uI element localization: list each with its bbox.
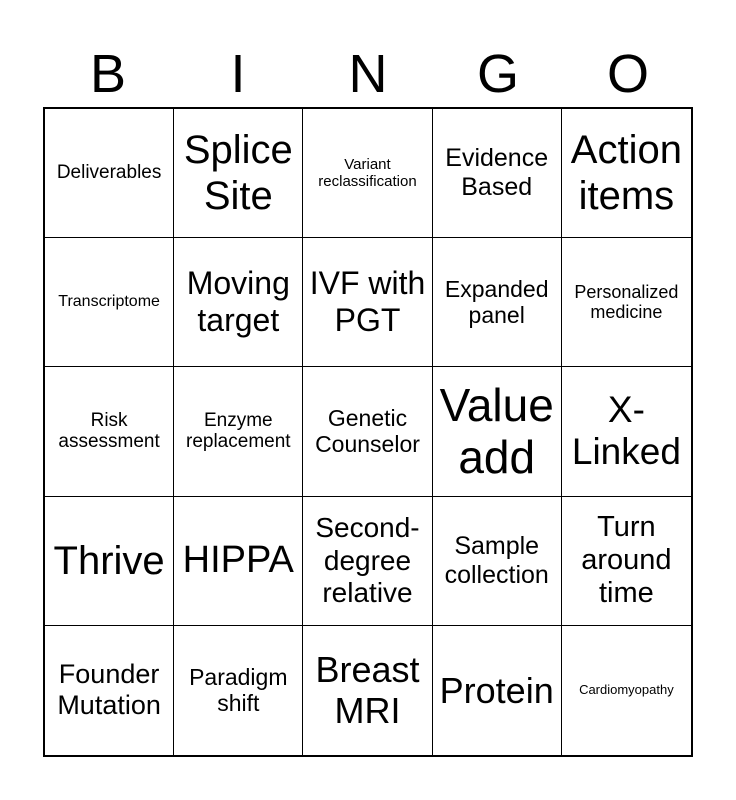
header-letter-n: N: [348, 44, 388, 104]
bingo-cell[interactable]: [303, 367, 432, 496]
bingo-cell-text: Expanded panel: [444, 275, 549, 329]
bingo-cell-text: Thrive: [53, 538, 165, 583]
bingo-cell[interactable]: [174, 238, 303, 367]
bingo-cell-text: Genetic Counselor: [315, 405, 420, 458]
bingo-cell-text: Protein: [439, 669, 554, 711]
bingo-cell[interactable]: [562, 626, 691, 755]
bingo-cell[interactable]: [562, 497, 691, 626]
bingo-cell-text: Splice Site: [183, 128, 293, 219]
bingo-cell[interactable]: [45, 109, 174, 238]
bingo-cell[interactable]: [303, 238, 432, 367]
header-letter-g: G: [476, 44, 519, 104]
bingo-cell-text: Cardiomyopathy: [579, 681, 674, 697]
bingo-cell-text: Second-degree relative: [315, 512, 420, 608]
bingo-cell[interactable]: [562, 238, 691, 367]
bingo-cell-text: Sample collection: [444, 531, 549, 589]
bingo-cell-text: IVF with PGT: [309, 265, 426, 339]
bingo-cell-text: Variant reclassification: [318, 155, 417, 191]
bingo-cell[interactable]: [303, 626, 432, 755]
bingo-cell[interactable]: [303, 497, 432, 626]
bingo-cell-text: Breast MRI: [315, 649, 420, 732]
bingo-cell-text: Paradigm shift: [189, 663, 288, 717]
bingo-cell-text: Personalized medicine: [574, 281, 679, 323]
bingo-cell[interactable]: [174, 497, 303, 626]
header-letter-o: O: [606, 44, 649, 104]
bingo-cell[interactable]: [433, 367, 562, 496]
bingo-cell[interactable]: [45, 626, 174, 755]
bingo-cell[interactable]: [433, 238, 562, 367]
bingo-cell-text: Value add: [439, 378, 554, 484]
bingo-cell[interactable]: [174, 626, 303, 755]
bingo-cell-text: Evidence Based: [445, 144, 549, 202]
bingo-cell[interactable]: [45, 238, 174, 367]
bingo-cell-text: Enzyme replacement: [186, 409, 291, 453]
bingo-cell[interactable]: [562, 109, 691, 238]
bingo-cell-text: Action items: [570, 128, 682, 219]
bingo-cell[interactable]: [433, 109, 562, 238]
bingo-cell[interactable]: [45, 497, 174, 626]
header-letter-b: B: [89, 44, 127, 104]
bingo-cell-text: HIPPA: [182, 538, 294, 581]
bingo-cell-text: Risk assessment: [58, 409, 160, 453]
bingo-cell[interactable]: [174, 109, 303, 238]
bingo-grid: [43, 107, 693, 757]
bingo-cell[interactable]: [303, 109, 432, 238]
bingo-cell[interactable]: [562, 367, 691, 496]
bingo-cell-text: Deliverables: [56, 162, 162, 184]
bingo-cell-text: Founder Mutation: [57, 659, 161, 721]
bingo-cell[interactable]: [433, 626, 562, 755]
bingo-cell-text: Turn around time: [581, 510, 672, 610]
bingo-cell-text: Moving target: [186, 265, 290, 339]
bingo-header: [43, 40, 693, 108]
bingo-cell-text: X-Linked: [571, 388, 681, 473]
bingo-cell[interactable]: [45, 367, 174, 496]
bingo-cell[interactable]: [174, 367, 303, 496]
bingo-cell-text: Transcriptome: [58, 293, 160, 311]
bingo-cell[interactable]: [433, 497, 562, 626]
header-letter-i: I: [230, 44, 246, 104]
